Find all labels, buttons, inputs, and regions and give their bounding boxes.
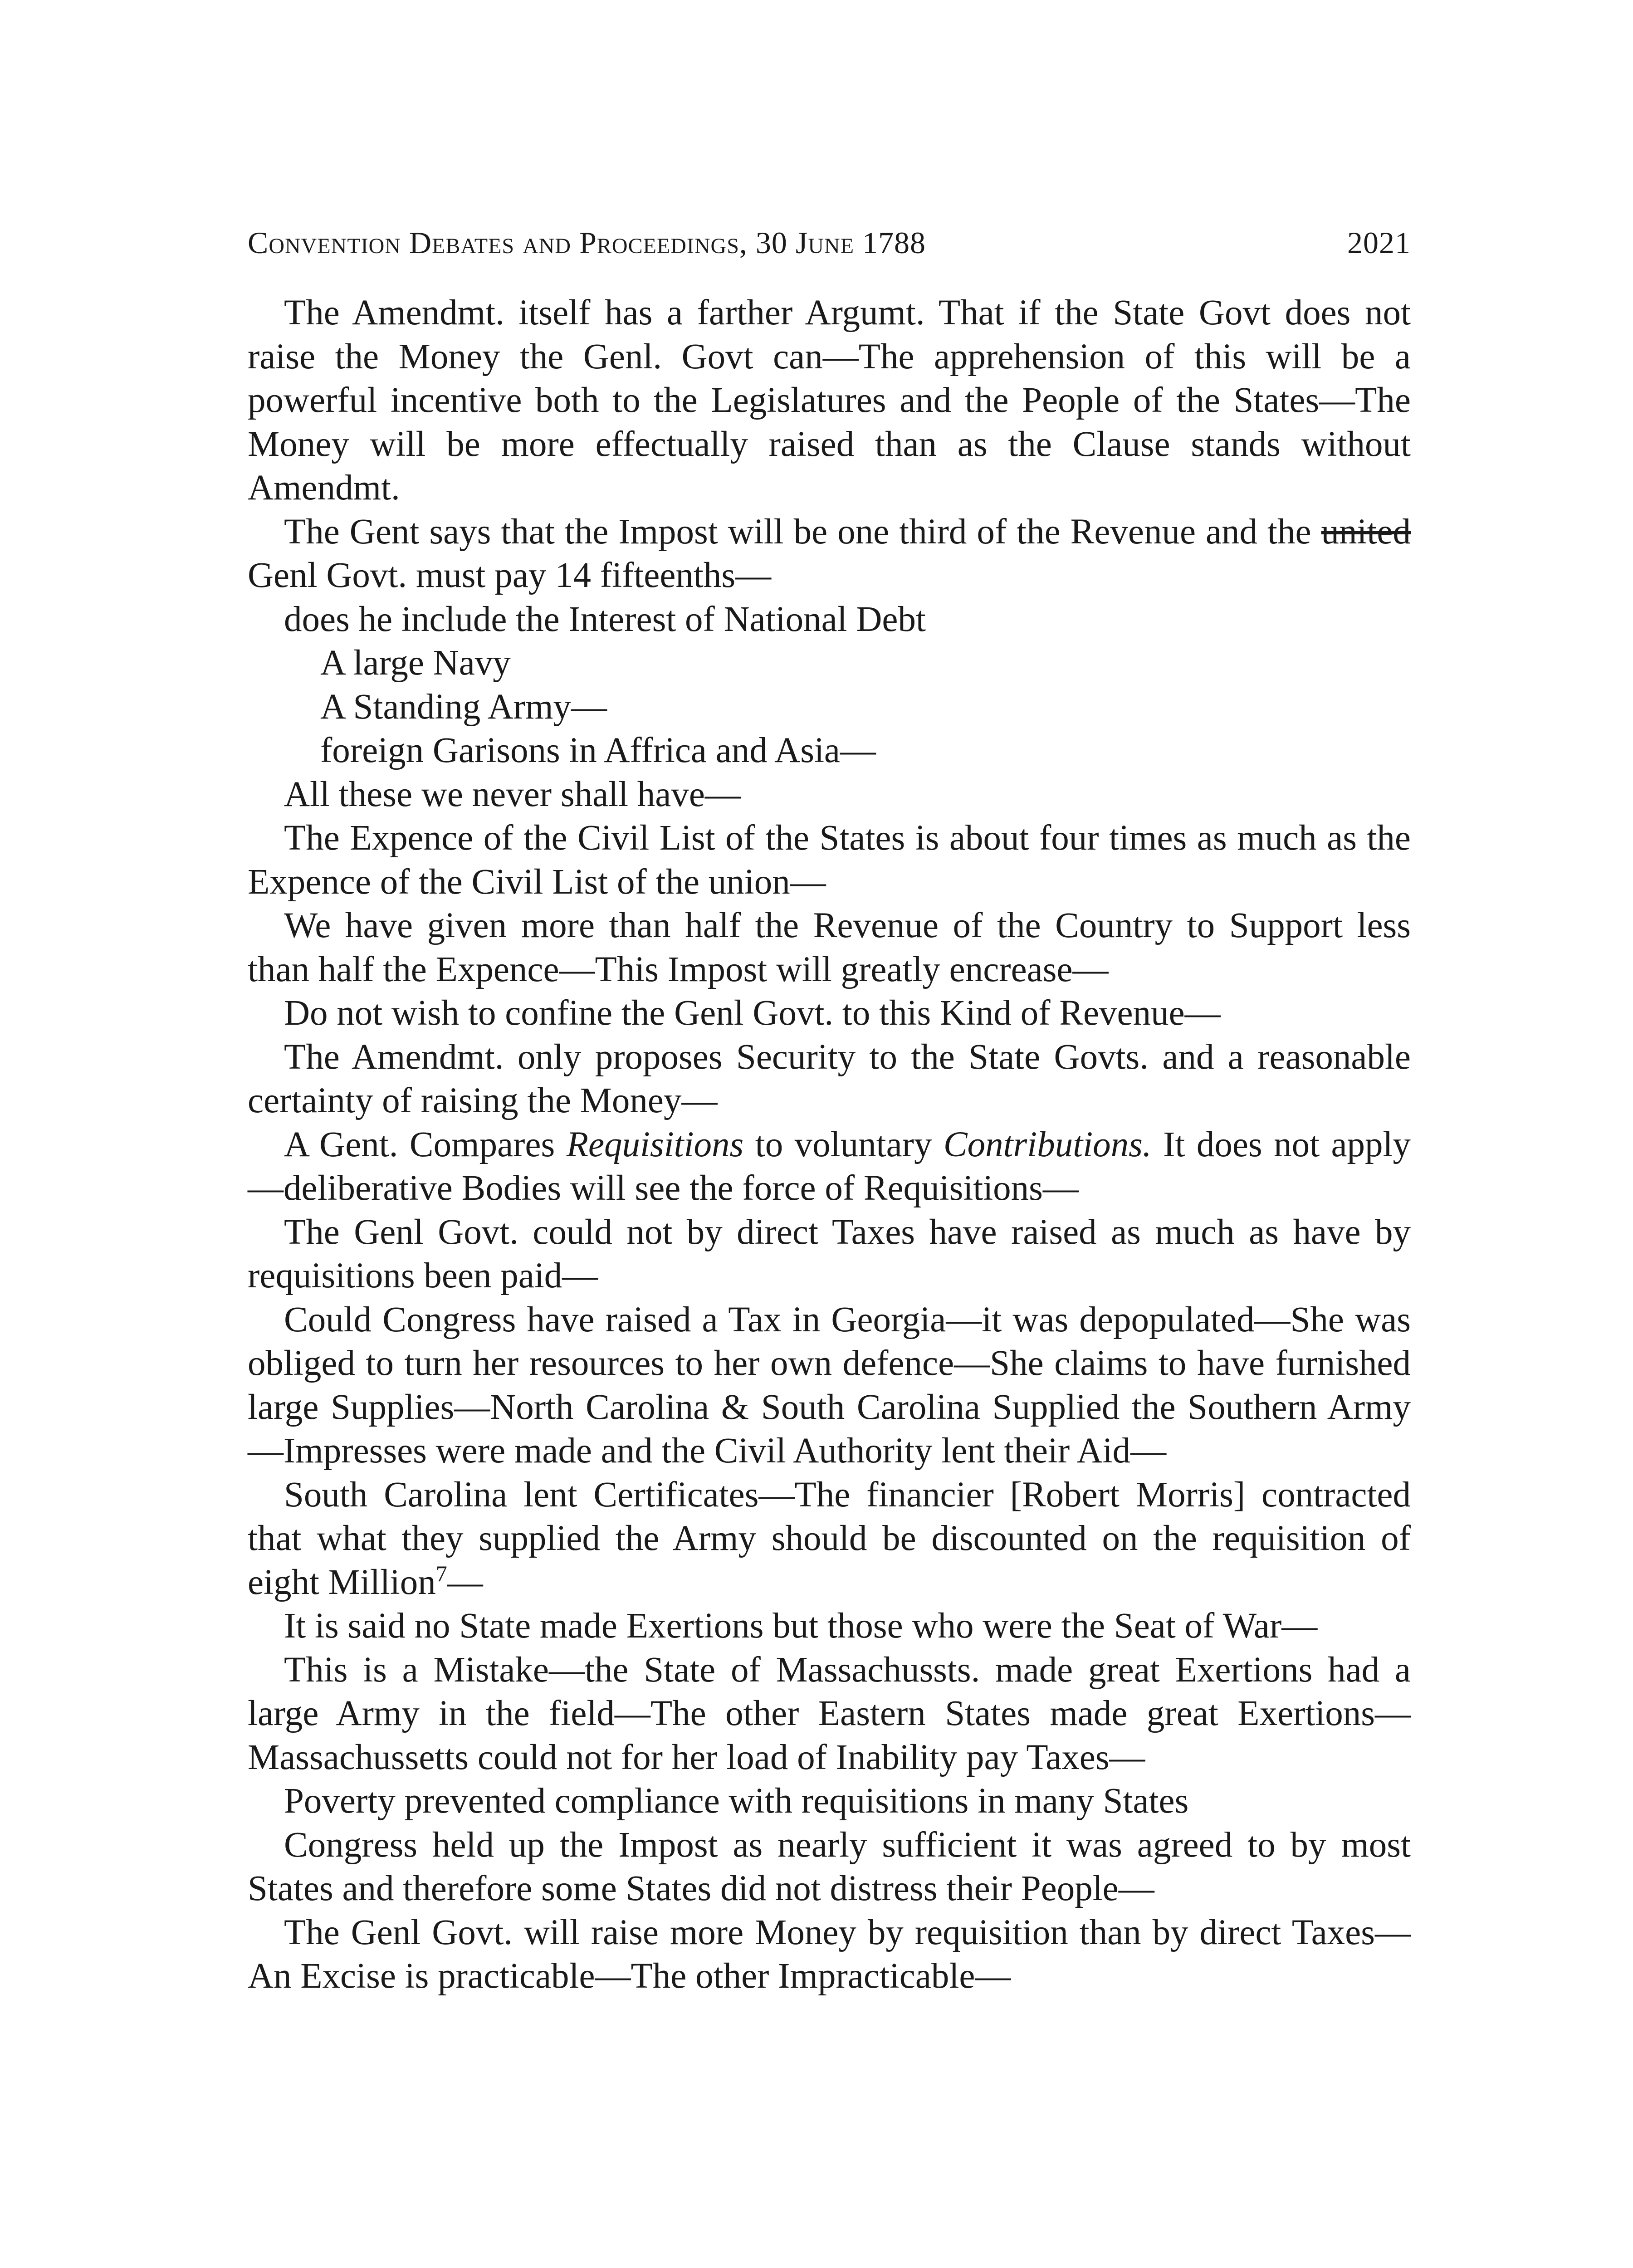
paragraph-text: South Carolina lent Certificates—The financier [Robert Morris] contracted that what they supplied the Army should be discounted on the requisition of eight Million <box>248 1475 1411 1602</box>
paragraph: It is said no State made Exertions but those who were the Seat of War— <box>284 1606 1318 1646</box>
list-line: A Standing Army— <box>320 687 607 727</box>
paragraph-text: The Gent says that the Impost will be one third of the Revenue and the <box>284 512 1321 552</box>
struck-word: united <box>1321 512 1411 552</box>
paragraph-text: A Gent. Compares <box>284 1124 567 1164</box>
list-line: does he include the Interest of National Debt <box>284 599 926 639</box>
paragraph: Poverty prevented compliance with requisitions in many States <box>284 1781 1189 1821</box>
paragraph: The Genl Govt. will raise more Money by requisition than by direct Taxes—An Excise is practicable—The other Impracticable— <box>248 1912 1411 1996</box>
paragraph <box>248 1473 1411 1605</box>
document-body <box>248 291 1411 1999</box>
paragraph: Could Congress have raised a Tax in Georgia—it was depopulated—She was obliged to turn her resources to her own defence—She claims to have furnished large Supplies—North Carolina & South Carolina Supplied the Southern Army—Impresses were made and the Civil Authority lent their Aid— <box>248 1300 1411 1471</box>
paragraph <box>248 510 1411 598</box>
paragraph: The Amendmt. itself has a farther Argumt. That if the State Govt does not raise the Money the Genl. Govt can—The apprehension of this will be a powerful incentive both to the Legislatures and the People of the States—The Money will be more effectually raised than as the Clause stands without Amendmt. <box>248 293 1411 508</box>
paragraph: Do not wish to confine the Genl Govt. to this Kind of Revenue— <box>284 993 1221 1033</box>
list-line: All these we never shall have— <box>284 774 741 814</box>
paragraph: The Amendmt. only proposes Security to the State Govts. and a reasonable certainty of raising the Money— <box>248 1037 1411 1120</box>
italic-term: Requisitions <box>566 1124 744 1164</box>
list-line: A large Navy <box>320 643 511 683</box>
paragraph: Congress held up the Impost as nearly sufficient it was agreed to by most States and therefore some States did not distress their People— <box>248 1825 1411 1908</box>
paragraph-text: Genl Govt. must pay 14 fifteenths— <box>248 556 772 595</box>
paragraph <box>248 1123 1411 1211</box>
paragraph-text: — <box>447 1562 483 1602</box>
document-page <box>248 218 1411 1999</box>
paragraph: The Genl Govt. could not by direct Taxes have raised as much as have by requisitions been paid— <box>248 1212 1411 1295</box>
footnote-marker: 7 <box>435 1560 447 1586</box>
italic-term: Contributions. <box>943 1124 1152 1164</box>
page-number: 2021 <box>1347 225 1411 260</box>
running-head-title: Convention Debates and Proceedings, 30 June 1788 <box>248 225 926 260</box>
paragraph: This is a Mistake—the State of Massachussts. made great Exertions had a large Army in the field—The other Eastern States made great Exertions—Massachussetts could not for her load of Inability pay Taxes— <box>248 1650 1411 1777</box>
paragraph-text: to voluntary <box>743 1124 944 1164</box>
paragraph: The Expence of the Civil List of the States is about four times as much as the Expence of the Civil List of the union— <box>248 818 1411 902</box>
list-line: foreign Garisons in Affrica and Asia— <box>320 731 876 770</box>
paragraph: We have given more than half the Revenue of the Country to Support less than half the Expence—This Impost will greatly encrease— <box>248 906 1411 989</box>
running-head <box>248 218 1411 268</box>
paragraph-text: It does not apply—deliberative Bodies will see the force of Requisitions— <box>248 1124 1411 1208</box>
